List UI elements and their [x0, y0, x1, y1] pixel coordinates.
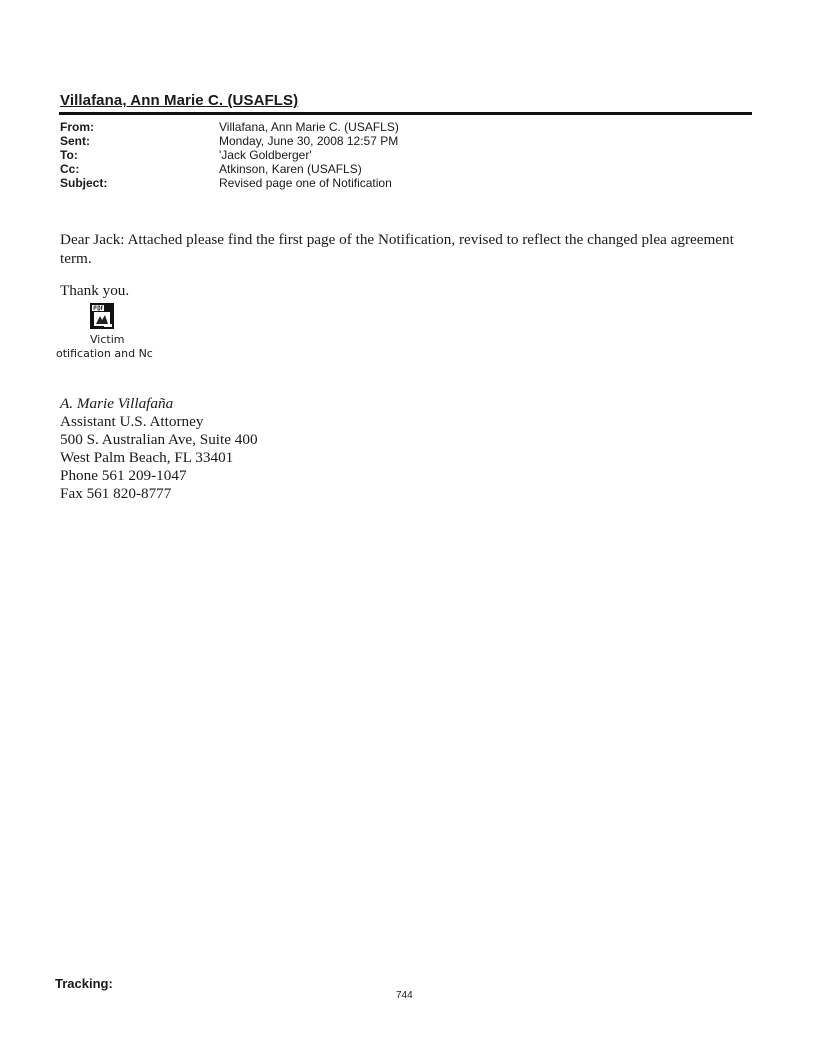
header-divider — [59, 112, 752, 115]
signature-phone: Phone 561 209-1047 — [60, 467, 187, 484]
sent-value: Monday, June 30, 2008 12:57 PM — [219, 134, 399, 148]
tracking-label: Tracking: — [55, 976, 113, 991]
subject-label: Subject: — [60, 176, 108, 190]
from-value: Villafana, Ann Marie C. (USAFLS) — [219, 120, 399, 134]
attachment-name-line1[interactable]: Victim — [90, 333, 125, 346]
meta-row-sent — [60, 134, 399, 148]
meta-row-cc — [60, 162, 399, 176]
signature-fax: Fax 561 820-8777 — [60, 485, 172, 502]
cc-label: Cc: — [60, 162, 80, 176]
signature-address-line2: West Palm Beach, FL 33401 — [60, 449, 234, 466]
attachment-name-line2[interactable]: otification and Nc — [56, 347, 153, 360]
page-number: 744 — [396, 990, 413, 1001]
from-label: From: — [60, 120, 94, 134]
meta-row-subject — [60, 176, 399, 190]
subject-value: Revised page one of Notification — [219, 176, 392, 190]
to-value: 'Jack Goldberger' — [219, 148, 312, 162]
pdf-icon[interactable] — [90, 303, 114, 329]
email-body-paragraph: Dear Jack: Attached please find the first page of the Notification, revised to reflect the changed plea agreement term. — [60, 231, 734, 267]
signature-address-line1: 500 S. Australian Ave, Suite 400 — [60, 431, 258, 448]
sender-header-name: Villafana, Ann Marie C. (USAFLS) — [60, 92, 299, 109]
sent-label: Sent: — [60, 134, 90, 148]
meta-row-to — [60, 148, 399, 162]
signature-title: Assistant U.S. Attorney — [60, 413, 204, 430]
email-metadata — [60, 120, 399, 190]
closing-thanks: Thank you. — [60, 282, 130, 299]
signature-block — [60, 395, 258, 503]
signature-name: A. Marie Villafaña — [60, 395, 174, 412]
to-label: To: — [60, 148, 78, 162]
meta-row-from — [60, 120, 399, 134]
cc-value: Atkinson, Karen (USAFLS) — [219, 162, 362, 176]
